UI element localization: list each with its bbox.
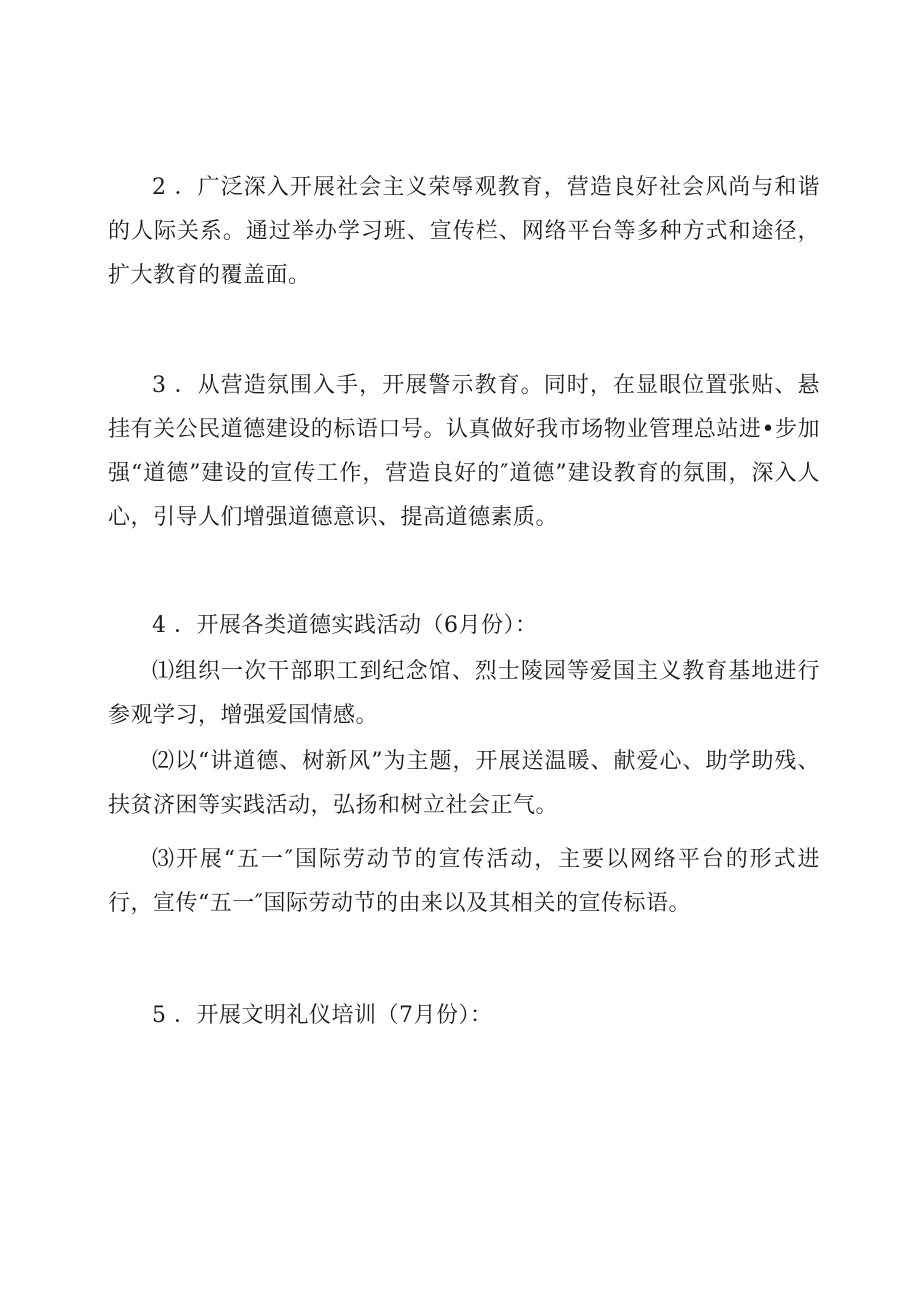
paragraph-item-4-sub-3: ⑶开展“五一″国际劳动节的宣传活动，主要以网络平台的形式进行，宣传“五一″国际劳动节的由来以及其相关的宣传标语。 xyxy=(108,847,820,916)
paragraph-item-3: 3 ．从营造氛围入手，开展警示教育。同时，在显眼位置张贴、悬挂有关公民道德建设的标语口号。认真做好我市场物业管理总站进•步加强“道德”建设的宣传工作，营造良好的″道德”建设教育的氛围，深入人心，引导人们增强道德意识、提高道德素质。 xyxy=(108,373,820,530)
paragraph-item-4-sub-1: ⑴组织一次干部职工到纪念馆、烈士陵园等爱国主义教育基地进行参观学习，增强爱国情感。 xyxy=(108,659,820,728)
paragraph-item-2: 2 ．广泛深入开展社会主义荣辱观教育，营造良好社会风尚与和谐的人际关系。通过举办学习班、宣传栏、网络平台等多种方式和途径，扩大教育的覆盖面。 xyxy=(108,175,820,288)
paragraph-item-4: 4 ．开展各类道德实践活动（6月份）： xyxy=(152,613,538,638)
paragraph-item-4-sub-2: ⑵以“讲道德、树新风”为主题，开展送温暖、献爱心、助学助残、扶贫济困等实践活动，弘扬和树立社会正气。 xyxy=(108,749,820,818)
paragraph-item-5: 5 ．开展文明礼仪培训（7月份）： xyxy=(152,1003,493,1028)
